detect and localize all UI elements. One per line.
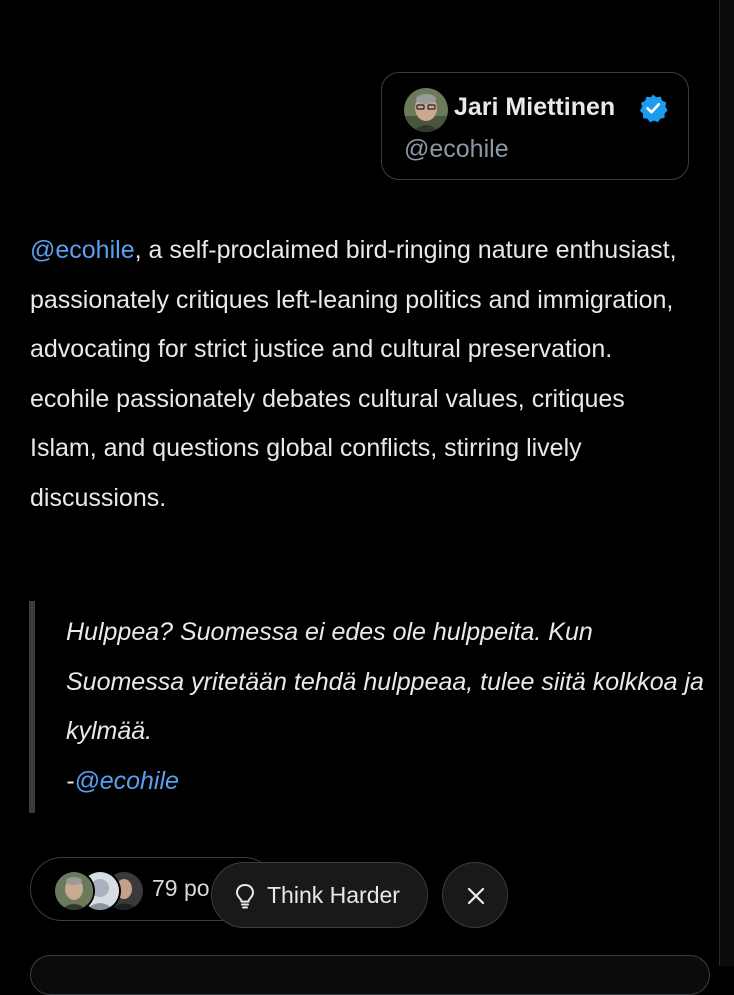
close-button[interactable] (442, 862, 508, 928)
quote-attribution (66, 757, 706, 807)
mention-link[interactable]: @ecohile (30, 236, 135, 264)
source-avatar (53, 870, 95, 912)
quote-attribution-prefix: - (66, 766, 75, 795)
avatar (404, 88, 448, 132)
lightbulb-icon (234, 883, 256, 909)
think-harder-label: Think Harder (267, 882, 400, 908)
quote-attribution-link[interactable]: @ecohile (74, 766, 179, 795)
summary-paragraph-1 (30, 226, 690, 375)
profile-card[interactable] (381, 72, 689, 180)
blockquote (66, 608, 706, 806)
think-harder-button[interactable] (211, 862, 428, 928)
summary-paragraph-2: ecohile passionately debates cultural values, critiques Islam, and questions global conflicts, stirring lively discussions. (30, 384, 625, 512)
profile-name[interactable]: Jari Miettinen (454, 93, 616, 121)
verified-badge-icon (638, 93, 668, 123)
blockquote-border (29, 601, 35, 813)
summary-text-1: , a self-proclaimed bird-ringing nature enthusiast, passionately critiques left-leaning politics and immigration, advocating for strict justice and cultural preservation. (30, 236, 677, 364)
profile-handle: @ecohile (404, 135, 509, 163)
ask-input[interactable] (30, 955, 710, 995)
scrollbar[interactable] (719, 0, 734, 966)
profile-summary (30, 226, 690, 524)
sources-count: 79 po (152, 875, 210, 901)
quote-text: Hulppea? Suomessa ei edes ole hulppeita. Kun Suomessa yritetään tehdä hulppeaa, tulee siitä kolkkoa ja kylmää. (66, 618, 704, 746)
close-icon (465, 885, 487, 907)
